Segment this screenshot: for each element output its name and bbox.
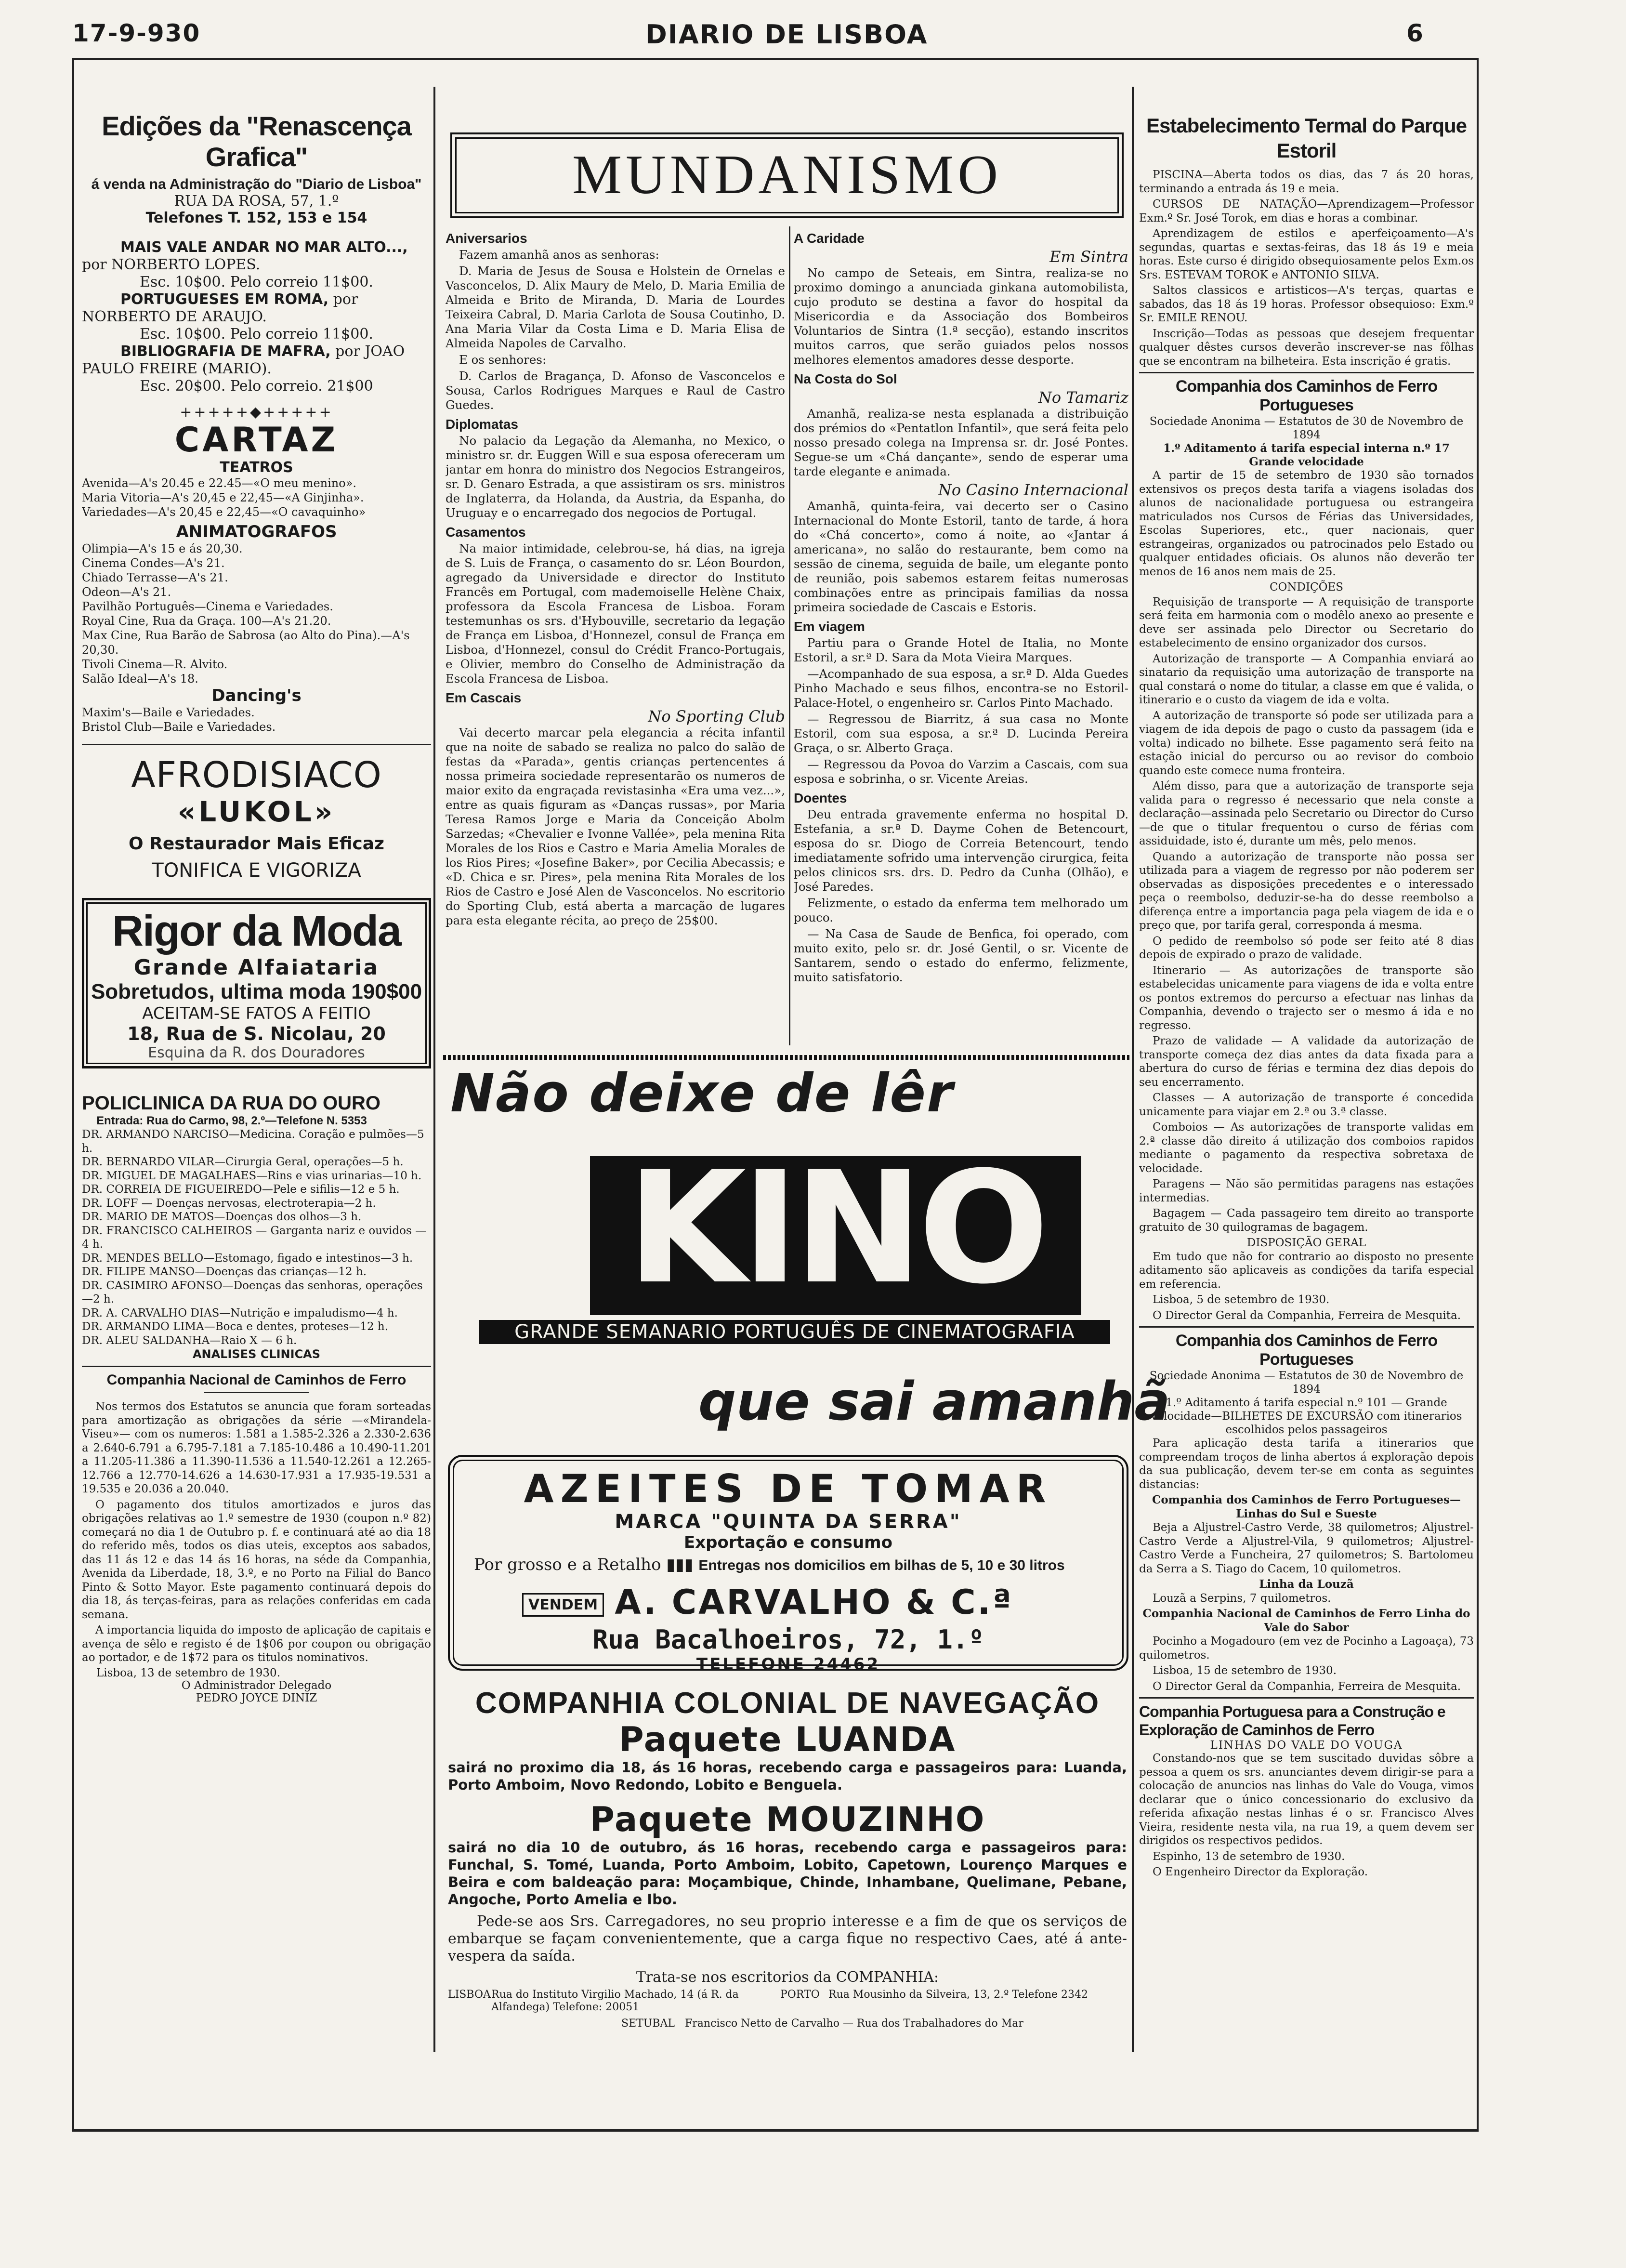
tamariz-heading: No Tamariz bbox=[1038, 388, 1128, 407]
paragraph: D. Maria de Jesus de Sousa e Holstein de Ornelas e Vasconcelos, D. Alix Maury de Melo, D. Maria Emilia de Almeida e Brito de Miranda, D. Maria de Lourdes Teixeira Cabral, D. Maria Carlota de Sousa Coutinho, D. Ana Maria Vilar da Costa Lima e D. Maria Elisa de Almeida Napoles de Carvalho. bbox=[446, 264, 785, 350]
lukol-title: «LUKOL» bbox=[177, 795, 336, 828]
books-list bbox=[82, 239, 431, 395]
paragraph: —Acompanhado de sua esposa, a sr.ª D. Alda Guedes Pinho Machado e seus filhos, encontra-se no Estoril-Palace-Hotel, o engenheiro sr. Carlos Pinto Machado. bbox=[794, 667, 1128, 710]
policlinica-entrada: Entrada: Rua do Carmo, 98, 2.º—Telefone N. 5353 bbox=[96, 1114, 367, 1127]
policlinica-title: POLICLINICA DA RUA DO OURO bbox=[82, 1093, 380, 1114]
paragraph: Comboios — As autorizações de transporte validas em 2.ª classe dão direito á utilização dos comboios rapidos mediante o pagamento da respectiva sobretaxa de velocidade. bbox=[1139, 1121, 1474, 1175]
sintra-heading: Em Sintra bbox=[1049, 248, 1128, 266]
paragraph: Lisboa, 5 de setembro de 1930. bbox=[1153, 1293, 1330, 1306]
header-date: 17-9-930 bbox=[72, 19, 201, 47]
sporting-heading: No Sporting Club bbox=[648, 707, 785, 725]
book-author: por JOAO PAULO FREIRE (MARIO). bbox=[82, 343, 405, 377]
paragraph: Saltos classicos e artisticos—A's terças, quartas e sabados, das 18 ás 19 horas. Professor obsequioso: Exm.º Sr. EMILE RENOU. bbox=[1139, 284, 1474, 324]
list-item: DR. ARMANDO NARCISO—Medicina. Coração e pulmões—5 h. bbox=[82, 1128, 424, 1155]
viagem-heading: Em viagem bbox=[794, 619, 865, 634]
column-rule-1 bbox=[433, 87, 435, 2052]
paragraph: Itinerario — As autorizações de transporte são estabelecidas unicamente para viagens de ida e volta entre os pontos extremos do percurso a efectuar nas linhas da Companhia, devendo o trajecto ser o mesmo á ida e no regresso. bbox=[1139, 964, 1474, 1032]
paragraph: PISCINA—Aberta todos os dias, das 7 ás 20 horas, terminando a entrada ás 19 e meia. bbox=[1139, 169, 1474, 195]
rigor-title: Rigor da Moda bbox=[112, 907, 401, 955]
list-item: DR. FRANCISCO CALHEIROS — Garganta nariz e ouvidos — 4 h. bbox=[82, 1224, 427, 1251]
porto-label: PORTO bbox=[780, 1989, 820, 2001]
paragraph: E os senhores: bbox=[459, 353, 547, 367]
book-author: por NORBERTO LOPES. bbox=[82, 256, 261, 273]
paragraph: A importancia liquida do imposto de aplicação de capitais e avença de sêlo e registo é de 1$06 por coupon ou obrigação ao portador, e de 1$72 para os titulos nominativos. bbox=[82, 1624, 431, 1664]
list-item: Cinema Condes—A's 21. bbox=[82, 556, 225, 570]
paragraph: CURSOS DE NATAÇÃO—Aprendizagem—Professor Exm.º Sr. José Torok, em dias e horas a combinar. bbox=[1139, 198, 1474, 224]
book-price: Esc. 10$00. Pelo correio 11$00. bbox=[140, 326, 373, 343]
cp1-disposicao: DISPOSIÇÃO GERAL bbox=[1246, 1237, 1366, 1249]
cp1-condicoes: CONDIÇÕES bbox=[1269, 581, 1344, 593]
renascenca-address: RUA DA ROSA, 57, 1.º bbox=[174, 193, 339, 210]
mundanismo-col-2 bbox=[794, 226, 1128, 1050]
list-item: DR. MIGUEL DE MAGALHAES—Rins e vias urinarias—10 h. bbox=[82, 1169, 422, 1182]
list-item: DR. BERNARDO VILAR—Cirurgia Geral, operações—5 h. bbox=[82, 1156, 404, 1168]
cp2-companhia: Companhia dos Caminhos de Ferro Portugueses—Linhas do Sul e Sueste bbox=[1152, 1493, 1461, 1520]
paragraph: Aprendizagem de estilos e aperfeiçoamento—A's segundas, quartas e sextas-feiras, das 18 ás 19 e meia horas. Este curso é dirigido obsequiosamente pelos Exm.os Srs. ESTEVAM TOROK e ANTONIO SILVA. bbox=[1139, 227, 1474, 281]
book-item bbox=[82, 343, 431, 395]
lisboa-address: Rua do Instituto Virgilio Machado, 14 (á R. da Alfandega) Telefone: 20051 bbox=[491, 1989, 739, 2013]
porto-address: Rua Mousinho da Silveira, 13, 2.º Telefone 2342 bbox=[828, 1989, 1088, 2001]
header-page: 6 bbox=[1406, 19, 1424, 47]
paragraph: A autorização de transporte só pode ser utilizada para a viagem de ida depois de pago o custo da passagem (ida e volta) indicado no bilhete. Esse pagamento será feito na estação inicial do percurso ou ao revisor do comboio quando este comece numa fronteira. bbox=[1139, 709, 1474, 777]
list-item: Odeon—A's 21. bbox=[82, 585, 171, 599]
bullet-icon: ▮▮▮ bbox=[666, 1555, 694, 1574]
azeites-company: A. CARVALHO & C.ª bbox=[615, 1582, 1013, 1622]
azeites-retail-line bbox=[474, 1555, 1127, 1574]
list-item: DR. MENDES BELLO—Estomago, figado e intestinos—3 h. bbox=[82, 1252, 413, 1265]
paragraph: O pedido de reembolso só pode ser feito até 8 dias depois de expirado o prazo de validade. bbox=[1139, 935, 1474, 961]
divider bbox=[204, 1392, 309, 1393]
list-item: Maria Vitoria—A's 20,45 e 22,45—«A Ginjinha». bbox=[82, 491, 364, 504]
cp2-sociedade: Sociedade Anonima — Estatutos de 30 de Novembro de 1894 bbox=[1149, 1370, 1464, 1396]
list-item: Pavilhão Português—Cinema e Variedades. bbox=[82, 600, 333, 613]
paragraph: Requisição de transporte — A requisição de transporte será feita em harmonia com o modêlo anexo ao presente e deve ser assinada pelo Director ou Secretario do estabelecimento de ensino organizador dos cursos. bbox=[1139, 595, 1474, 649]
azeites-telefone: TELEFONE 24462 bbox=[696, 1655, 880, 1674]
list-item: Tivoli Cinema—R. Alvito. bbox=[82, 658, 228, 671]
lisboa-label: LISBOA bbox=[448, 1989, 491, 2001]
paragraph: Além disso, para que a autorização de transporte seja valida para o regresso é necessario que nela conste a declaração—assinada pelo Secretario ou Director do Curso—de que o titular frequentou o curso de férias com assiduidade, isto é, durante um mês, pelo menos. bbox=[1139, 780, 1474, 847]
dancing-list bbox=[82, 705, 431, 734]
diplomatas-heading: Diplomatas bbox=[446, 417, 518, 432]
azeites-address: Rua Bacalhoeiros, 72, 1.º bbox=[592, 1624, 984, 1655]
list-item: Olimpia—A's 15 e ás 20,30. bbox=[82, 542, 243, 555]
paragraph: — Regressou da Povoa do Varzim a Cascais, com sua esposa e sobrinha, o sr. Vicente Areias. bbox=[794, 757, 1128, 786]
rigor-aceitam: ACEITAM-SE FATOS A FEITIO bbox=[142, 1004, 371, 1023]
estab-body bbox=[1139, 168, 1474, 368]
renascenca-title: Edições da "Renascença Grafica" bbox=[102, 111, 411, 172]
colonial-block bbox=[448, 1686, 1127, 2062]
colonial-setubal bbox=[448, 2017, 1127, 2030]
book-title: MAIS VALE ANDAR NO MAR ALTO..., bbox=[120, 239, 408, 256]
list-item: Salão Ideal—A's 18. bbox=[82, 672, 198, 686]
azeites-vendem-line bbox=[522, 1583, 1127, 1624]
cn-body bbox=[82, 1400, 431, 1665]
azeites-vendem: VENDEM bbox=[522, 1593, 604, 1617]
paragraph: Fazem amanhã anos as senhoras: bbox=[459, 248, 659, 262]
cn-signature-1: O Administrador Delegado bbox=[181, 1679, 332, 1692]
paragraph: Autorização de transporte — A Companhia enviará ao sinatario da requisição uma autorização de transporte na qual constará o nome do titular, a classe em que é valida, o itinerario e o custo da viagem de ida e volta. bbox=[1139, 652, 1474, 706]
paragraph: Classes — A autorização de transporte é concedida unicamente para viajar em 2.ª ou 3.ª classe. bbox=[1139, 1092, 1474, 1118]
paragraph: Bagagem — Cada passageiro tem direito ao transporte gratuito de 30 quilogramas de bagagem. bbox=[1139, 1207, 1474, 1234]
paragraph: Para aplicação desta tarifa a itinerarios que compreendam troços de linha abertos á exploração depois da sua publicação, devem ter-se em conta as seguintes distancias: bbox=[1139, 1437, 1474, 1491]
paragraph: Prazo de validade — A validade da autorização de transporte começa dez dias antes da data fixada para a abertura do curso de férias e termina dez dias depois do seu encerramento. bbox=[1139, 1035, 1474, 1089]
azeites-marca: MARCA "QUINTA DA SERRA" bbox=[615, 1511, 962, 1533]
setubal-address: Francisco Netto de Carvalho — Rua dos Trabalhadores do Mar bbox=[685, 2017, 1023, 2030]
rigor-sobretudos: Sobretudos, ultima moda 190$00 bbox=[91, 980, 422, 1003]
ornament: +++++◆+++++ bbox=[180, 404, 333, 421]
vouga-title: Companhia Portuguesa para a Construção e Exploração de Caminhos de Ferro bbox=[1139, 1703, 1445, 1739]
rigor-address: 18, Rua de S. Nicolau, 20 bbox=[127, 1023, 386, 1044]
cp1-title: Companhia dos Caminhos de Ferro Portugueses bbox=[1175, 377, 1438, 414]
vouga-subtitle: LINHAS DO VALE DO VOUGA bbox=[1210, 1739, 1403, 1752]
divider bbox=[82, 1366, 431, 1367]
right-column bbox=[1139, 113, 1474, 2117]
cartaz-title: CARTAZ bbox=[174, 420, 339, 460]
animatografos-heading: ANIMATOGRAFOS bbox=[176, 522, 337, 541]
rigor-esquina: Esquina da R. dos Douradores bbox=[148, 1044, 365, 1061]
ship2-text: sairá no dia 10 de outubro, ás 16 horas, recebendo carga e passageiros para: Funchal, S. Tomé, Luanda, Porto Amboim, Lobito, Capetown, Lourenço Marques e Beira e com baldeação para: Moçambique, Chinde, Inhambane, Quelimane, Pebane, Angoche, Porto Amelia e Ibo. bbox=[448, 1839, 1127, 1908]
divider bbox=[1139, 1326, 1474, 1328]
restaurador-text: O Restaurador Mais Eficaz bbox=[129, 834, 384, 854]
doentes-heading: Doentes bbox=[794, 791, 847, 805]
paragraph: Constando-nos que se tem suscitado duvidas sôbre a pessoa a quem os srs. anunciantes devem dirigir-se para a colocação de anuncios nas linhas do Vale do Vouga, vimos declarar que o único concessionario do exclusivo da referida afixação nestas linhas é o sr. Francisco Alves Vieira, residente nesta vila, na rua 19, a quem devem ser dirigidos os respectivos pedidos. bbox=[1139, 1752, 1474, 1847]
paragraph: No campo de Seteais, em Sintra, realiza-se no proximo domingo a anunciada ginkana automobilista, cujo produto se destina a favor do hospital da Misericordia e da Associação dos Bombeiros Voluntarios de Sintra (1.ª secção), estando inscritos muitos carros, que serão guiados pelos nossos melhores elementos amadores desse desporte. bbox=[794, 266, 1128, 367]
tonifica-text: TONIFICA E VIGORIZA bbox=[152, 859, 361, 882]
list-item: Variedades—A's 20,45 e 22,45—«O cavaquinho» bbox=[82, 505, 366, 519]
ship1-text: sairá no proximo dia 18, ás 16 horas, recebendo carga e passageiros para: Luanda, Porto Amboim, Novo Redondo, Lobito e Benguela. bbox=[448, 1759, 1127, 1793]
paragraph: — Regressou de Biarritz, á sua casa no Monte Estoril, com sua esposa, a sr.ª D. Lucinda Pereira Graça, o sr. Alberto Graça. bbox=[794, 712, 1128, 755]
list-item: DR. CORREIA DE FIGUEIREDO—Pele e sifilis—12 e 5 h. bbox=[82, 1183, 400, 1196]
divider bbox=[82, 744, 431, 745]
left-column bbox=[82, 111, 431, 2110]
paragraph: No palacio da Legação da Alemanha, no Mexico, o ministro sr. dr. Euggen Will e sua esposa ofereceram um jantar em honra do ministro dos Negocios Estrangeiros, sr. D. Genaro Estrada, a que assistiram os srs. ministros de Inglaterra, da Holanda, da Austria, da Espanha, do Uruguay e o encarregado dos negocios de Portugal. bbox=[446, 434, 785, 520]
vouga-body bbox=[1139, 1752, 1474, 1879]
cp1-aditamento: 1.º Aditamento á tarifa especial interna n.º 17 Grande velocidade bbox=[1163, 442, 1450, 468]
book-title: PORTUGUESES EM ROMA, bbox=[120, 291, 329, 308]
analises-heading: ANALISES CLINICAS bbox=[192, 1347, 321, 1361]
divider bbox=[1139, 372, 1474, 373]
azeites-exportacao: Exportação e consumo bbox=[684, 1533, 892, 1552]
renascenca-telefones: Telefones T. 152, 153 e 154 bbox=[145, 210, 367, 226]
list-item: Maxim's—Baile e Variedades. bbox=[82, 706, 255, 719]
right-frame bbox=[1477, 58, 1479, 2132]
paragraph: — Na Casa de Saude de Benfica, foi operado, com muito exito, pelo sr. dr. José Gentil, o sr. Vicente de Santarem, sendo o estado do enfermo, felizmente, muito satisfatorio. bbox=[794, 927, 1128, 984]
mundanismo-inner-rule bbox=[789, 226, 790, 1045]
cp2-title: Companhia dos Caminhos de Ferro Portugueses bbox=[1175, 1332, 1438, 1369]
left-frame bbox=[72, 58, 74, 2132]
paragraph: O Director Geral da Companhia, Ferreira de Mesquita. bbox=[1153, 1309, 1461, 1322]
paragraph: Lisboa, 15 de setembro de 1930. bbox=[1153, 1664, 1337, 1677]
paragraph: O Engenheiro Director da Exploração. bbox=[1153, 1866, 1368, 1878]
doctors-list bbox=[82, 1128, 431, 1347]
kino-subtitle-bar bbox=[479, 1320, 1110, 1344]
colonial-title: COMPANHIA COLONIAL DE NAVEGAÇÃO bbox=[475, 1687, 1100, 1720]
kino-tagline: que sai amanhã bbox=[698, 1371, 1170, 1432]
cp1-body bbox=[1139, 469, 1474, 1322]
cinema-list bbox=[82, 541, 431, 686]
cp1-sociedade: Sociedade Anonima — Estatutos de 30 de Novembro de 1894 bbox=[1149, 415, 1464, 441]
ship1-name: Paquete LUANDA bbox=[619, 1720, 956, 1759]
kino-subtitle: GRANDE SEMANARIO PORTUGUÊS DE CINEMATOGRAFIA bbox=[514, 1321, 1075, 1343]
book-price: Esc. 10$00. Pelo correio 11$00. bbox=[140, 274, 373, 290]
cp2-nacional: Companhia Nacional de Caminhos de Ferro Linha do Vale do Sabor bbox=[1142, 1607, 1470, 1634]
casino-heading: No Casino Internacional bbox=[938, 481, 1128, 499]
estab-title: Estabelecimento Termal do Parque Estoril bbox=[1146, 114, 1467, 162]
costa-heading: Na Costa do Sol bbox=[794, 371, 897, 386]
paragraph: Pocinho a Mogadouro (em vez de Pocinho a Lagoaça), 73 quilometros. bbox=[1139, 1635, 1474, 1661]
cn-signature-2: PEDRO JOYCE DINIZ bbox=[196, 1691, 317, 1704]
book-item bbox=[82, 239, 431, 291]
mundanismo-col-1 bbox=[446, 226, 785, 1050]
cp2-aditamento: 1.º Aditamento á tarifa especial n.º 101 — Grande velocidade—BILHETES DE EXCURSÃO com itinerarios escolhidos pelos passageiros bbox=[1151, 1397, 1462, 1436]
paragraph: Inscrição—Todas as pessoas que desejem frequentar qualquer dêstes cursos deverão inscrever-se nas fôlhas que se encontram na bilheteira. Esta inscrição é gratis. bbox=[1139, 327, 1474, 368]
renascenca-venda: á venda na Administração do "Diario de Lisboa" bbox=[91, 176, 422, 192]
kino-logo-block bbox=[590, 1139, 1081, 1318]
list-item: Max Cine, Rua Barão de Sabrosa (ao Alto do Pina).—A's 20,30. bbox=[82, 629, 410, 657]
cp2-louza: Linha da Louzã bbox=[1259, 1578, 1354, 1591]
colonial-pede: Pede-se aos Srs. Carregadores, no seu proprio interesse e a fim de que os serviços de embarque se façam convenientemente, que a carga fique no respectivo Caes, até á ante-vespera da saída. bbox=[448, 1913, 1127, 1965]
paragraph: D. Carlos de Bragança, D. Afonso de Vasconcelos e Sousa, Carlos Rodrigues Marques e Raul de Castro Guedes. bbox=[446, 369, 785, 412]
dancings-heading: Dancing's bbox=[211, 686, 302, 705]
teatros-heading: TEATROS bbox=[220, 459, 293, 476]
list-item: Royal Cine, Rua da Graça. 100—A's 21.20. bbox=[82, 614, 331, 628]
list-item: Avenida—A's 20.45 e 22.45—«O meu menino». bbox=[82, 476, 357, 490]
ship2-name: Paquete MOUZINHO bbox=[590, 1800, 985, 1839]
paragraph: A partir de 15 de setembro de 1930 são tornados extensivos os preços desta tarifa a viagens isoladas dos alunos de nacionalidade portuguesa ou estrangeira matriculados nos Cursos de Férias das Universidades, Escolas Superiores, etc., quer nacionais, quer estrangeiras, organizados ou patrocinados pelo Estado ou qualquer entidades oficiais. Os alunos não deverão ter menos de 16 anos nem mais de 25. bbox=[1139, 469, 1474, 578]
casamentos-heading: Casamentos bbox=[446, 525, 526, 540]
list-item: DR. MARIO DE MATOS—Doenças dos olhos—3 h. bbox=[82, 1211, 362, 1223]
paragraph: Felizmente, o estado da enferma tem melhorado um pouco. bbox=[794, 896, 1128, 924]
paragraph: Louzã a Serpins, 7 quilometros. bbox=[1153, 1592, 1331, 1605]
paragraph: Quando a autorização de transporte não possa ser utilizada para a viagem de regresso por não poderem ser observadas as disposições precedentes e o interessado peça o reembolso, deduzir-se-ha do desse reembolso a diferença entre a importancia paga pela viagem de ida e o preço que, por tarifa geral, corresponda á mesma. bbox=[1139, 850, 1474, 932]
paragraph: Amanhã, quinta-feira, vai decerto ser o Casino Internacional do Monte Estoril, tanto de tarde, á hora do «Chá concerto», como á noite, ao «Jantar á americana», no salão do restaurante, bem como na sessão de cinema, seguida de baile, um elegante ponto de reunião, pois sabemos estarem feitas numerosas combinações entre as principais familias da nossa primeira sociedade de Cascais e Estoris. bbox=[794, 499, 1128, 614]
paragraph: Partiu para o Grande Hotel de Italia, no Monte Estoril, a sr.ª D. Sara da Mota Vieira Marques. bbox=[794, 636, 1128, 664]
top-rule bbox=[72, 58, 1479, 60]
colonial-trata: Trata-se nos escritorios da COMPANHIA: bbox=[636, 1969, 939, 1986]
aniversarios-heading: Aniversarios bbox=[446, 231, 527, 246]
cn-date: Lisboa, 13 de setembro de 1930. bbox=[96, 1666, 281, 1679]
paragraph: Vai decerto marcar pela elegancia a récita infantil que na noite de sabado se realiza no palco do salão de festas da «Parada», gentis crianças pertencentes á nossa primeira sociedade representarão os numeros de maior exito da engraçada revistasinha «Era uma vez...», entre as quais figuram as «Danças russas», por Maria Teresa Ramos Jorge e Maria da Conceição Abolm Sarzedas; «Chevalier e Ivonne Vallée», pela menina Rita Morales de los Rios e Castro e Maria Amelia Morales de los Rios Pires; «Josefine Baker», por Cecilia Abecassis; e «D. Chica e sr. Pires», pela menina Rita Morales de los Rios de Castro e José Alen de Vasconcelos. No escritorio do Sporting Club, está aberta a marcação de lugares para esta elegante récita, ao preço de 25$00. bbox=[446, 725, 785, 927]
list-item: DR. ALEU SALDANHA—Raio X — 6 h. bbox=[82, 1334, 297, 1347]
afrodisiaco-title: AFRODISIACO bbox=[131, 754, 382, 796]
cp2-body bbox=[1139, 1437, 1474, 1693]
paragraph: Nos termos dos Estatutos se anuncia que foram sorteadas para amortização as obrigações da série —«Mirandela- Viseu»— com os numeros: 1.581 a 1.585-2.326 a 2.330-2.636 a 2.640-6.791 a 6.795-7.181 a 7.185-10.486 a 10.490-11.201 a 11.205-11.386 a 11.390-11.536 a 11.540-12.261 a 12.265-12.766 a 12.770-14.626 a 14.630-17.931 a 17.935-19.531 a 19.535 e 20.036 a 20.040. bbox=[82, 1400, 431, 1495]
mundanismo-title-box bbox=[450, 132, 1124, 218]
list-item: DR. ARMANDO LIMA—Boca e dentes, proteses—12 h. bbox=[82, 1320, 389, 1333]
list-item: DR. A. CARVALHO DIAS—Nutrição e impaludismo—4 h. bbox=[82, 1306, 398, 1319]
list-item: DR. FILIPE MANSO—Doenças das crianças—12 h. bbox=[82, 1266, 367, 1278]
paragraph: Beja a Aljustrel-Castro Verde, 38 quilometros; Aljustrel-Castro Verde a Aljustrel-Vila, 9 quilometros; Aljustrel-Castro Verde a Funcheira, 27 quilometros; S. Bartolomeu da Serra a S. Tiago do Cacem, 10 quilometros. bbox=[1139, 1521, 1474, 1575]
azeites-entregas: Entregas nos domicilios em bilhas de 5, 10 e 30 litros bbox=[698, 1557, 1065, 1573]
book-author: por NORBERTO DE ARAUJO. bbox=[82, 291, 358, 325]
list-item: DR. LOFF — Doenças nervosas, electroterapia—2 h. bbox=[82, 1197, 376, 1210]
bottom-rule bbox=[72, 2129, 1479, 2132]
rigor-box bbox=[82, 898, 431, 1068]
colonial-offices bbox=[448, 1989, 1127, 2014]
caridade-heading: A Caridade bbox=[794, 231, 865, 246]
setubal-label: SETUBAL bbox=[621, 2017, 675, 2030]
divider bbox=[1139, 1697, 1474, 1699]
teatros-list bbox=[82, 476, 431, 519]
cn-title: Companhia Nacional de Caminhos de Ferro bbox=[106, 1372, 406, 1388]
book-item bbox=[82, 291, 431, 343]
mundanismo-title: MUNDANISMO bbox=[572, 144, 1002, 206]
paragraph: O pagamento dos titulos amortizados e juros das obrigações relativas ao 1.º semestre de 1930 (coupon n.º 82) começará no dia 1 de Outubro p. f. e continuará até ao dia 18 do referido mês, todos os dias uteis, exceptos aos sabados, das 11 ás 12 e das 14 ás 16 horas, na séde da Companhia, Avenida da Liberdade, 18, 3.º, e no Porto na Filial do Banco Pinto & Sotto Mayor. Este pagamento continuará depois do dia 18, ás terças-feiras, para as relações conferidas em cada semana. bbox=[82, 1498, 431, 1621]
column-rule-2 bbox=[1132, 87, 1134, 2052]
list-item: Bristol Club—Baile e Variedades. bbox=[82, 720, 276, 734]
paragraph: Amanhã, realiza-se nesta esplanada a distribuição dos prémios do «Pentatlon Infantil», que será feita pelo nosso presado colega na Imprensa sr. dr. José Pontes. Segue-se um «Chá dançante», sendo de esperar uma tarde elegante e animada. bbox=[794, 407, 1128, 478]
kino-headline: Não deixe de lêr bbox=[450, 1062, 954, 1124]
kino-logo: KINO bbox=[627, 1139, 1045, 1318]
book-price: Esc. 20$00. Pelo correio. 21$00 bbox=[140, 378, 373, 395]
paragraph: Deu entrada gravemente enferma no hospital D. Estefania, a sr.ª D. Dayme Cohen de Betencourt, esposa do sr. Diogo de Correia Betencourt, tendo imediatamente sofrido uma intervenção cirurgica, feita pelos clinicos srs. drs. D. Pedro da Cunha (Olhão), e José Paredes. bbox=[794, 807, 1128, 894]
paragraph: Em tudo que não for contrario ao disposto no presente aditamento são aplicaveis as condições da tarifa especial em referencia. bbox=[1139, 1250, 1474, 1291]
header-title: DIARIO DE LISBOA bbox=[645, 19, 928, 50]
list-item: DR. CASIMIRO AFONSO—Doenças das senhoras, operações—2 h. bbox=[82, 1279, 423, 1305]
azeites-por-grosso: Por grosso e a Retalho bbox=[474, 1555, 661, 1574]
kino-top-rule bbox=[443, 1055, 1129, 1060]
paragraph: Espinho, 13 de setembro de 1930. bbox=[1153, 1850, 1345, 1863]
book-title: BIBLIOGRAFIA DE MAFRA, bbox=[120, 343, 331, 360]
cascais-heading: Em Cascais bbox=[446, 690, 522, 705]
azeites-box bbox=[448, 1455, 1128, 1674]
rigor-subtitle: Grande Alfaiataria bbox=[133, 955, 380, 980]
paragraph: O Director Geral da Companhia, Ferreira de Mesquita. bbox=[1153, 1680, 1461, 1693]
list-item: Chiado Terrasse—A's 21. bbox=[82, 571, 228, 584]
azeites-title: AZEITES DE TOMAR bbox=[524, 1466, 1053, 1511]
paragraph: Na maior intimidade, celebrou-se, há dias, na igreja de S. Luis de França, o casamento do sr. Léon Bourdon, agregado da Universidade e director do Instituto Francês em Portugal, com mademoiselle Helène Chaix, professora da Escola Francesa de Lisboa. Foram testemunhas os srs. d'Hybouville, secretario da legação de França em Lisboa, d'Honnezel, consul de França em Lisboa, d'Honnezel, consul do Crédit Franco-Portugais, e Olivier, membro do Conselho de Administração da Escola Francesa de Lisboa. bbox=[446, 541, 785, 686]
paragraph: Paragens — Não são permitidas paragens nas estações intermedias. bbox=[1139, 1178, 1474, 1204]
